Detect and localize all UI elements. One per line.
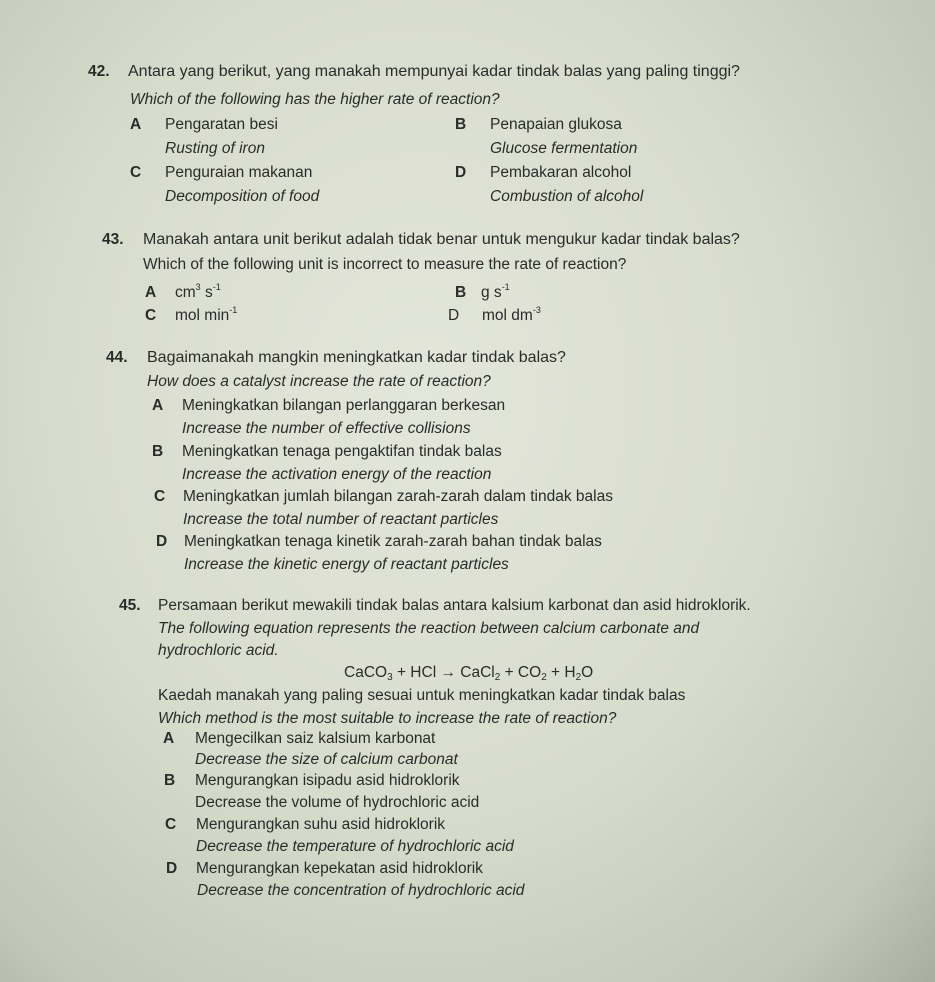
question-number: 43. — [102, 231, 124, 248]
option-letter: A — [145, 284, 157, 301]
option-letter: D — [166, 860, 178, 877]
option-malay: Mengurangkan kepekatan asid hidroklorik — [196, 860, 483, 877]
option-malay: Mengecilkan saiz kalsium karbonat — [195, 730, 436, 747]
option-letter: B — [455, 116, 467, 133]
option-unit: g $s^{-1}$ — [481, 282, 510, 301]
option-letter: D — [448, 307, 460, 324]
option-english: Decrease the size of calcium carbonat — [195, 751, 458, 768]
question-malay: Manakah antara unit berikut adalah tidak benar untuk mengukur kadar tindak balas? — [143, 231, 740, 248]
question-malay: Persamaan berikut mewakili tindak balas antara kalsium karbonat dan asid hidroklorik. — [158, 597, 751, 614]
option-english: Increase the total number of reactant particles — [183, 511, 499, 528]
question-english-3: Which method is the most suitable to increase the rate of reaction? — [158, 710, 617, 727]
option-malay: Penapaian glukosa — [490, 116, 622, 133]
option-letter: D — [156, 533, 168, 550]
option-malay: Mengurangkan isipadu asid hidroklorik — [195, 772, 460, 789]
question-english: How does a catalyst increase the rate of reaction? — [147, 373, 491, 390]
option-letter: A — [130, 116, 142, 133]
question-malay: Bagaimanakah mangkin meningkatkan kadar tindak balas? — [147, 349, 566, 366]
question-malay: Antara yang berikut, yang manakah mempunyai kadar tindak balas yang paling tinggi? — [128, 63, 740, 80]
option-letter: D — [455, 164, 467, 181]
option-english: Glucose fermentation — [490, 140, 638, 157]
option-letter: A — [152, 397, 164, 414]
option-letter: C — [145, 307, 157, 324]
option-unit: mol $\min^{-1}$ — [175, 305, 238, 324]
option-malay: Meningkatkan bilangan perlanggaran berkesan — [182, 397, 506, 414]
option-letter: B — [152, 443, 164, 460]
option-english: Increase the activation energy of the reaction — [182, 466, 492, 483]
option-malay: Pembakaran alcohol — [490, 164, 632, 181]
option-english: Combustion of alcohol — [490, 188, 644, 205]
option-english: Decrease the temperature of hydrochloric acid — [196, 838, 514, 855]
option-english: Decrease the concentration of hydrochloric acid — [197, 882, 525, 899]
question-number: 42. — [88, 63, 110, 80]
question-english: hydrochloric acid. — [158, 642, 279, 659]
option-unit: mol $dm^{-3}$ — [482, 305, 541, 324]
option-english: Rusting of iron — [165, 140, 265, 157]
option-english: Increase the kinetic energy of reactant particles — [184, 556, 509, 573]
option-english: Decomposition of food — [165, 188, 320, 205]
option-malay: Meningkatkan jumlah bilangan zarah-zarah dalam tindak balas — [183, 488, 613, 505]
option-malay: Meningkatkan tenaga pengaktifan tindak balas — [182, 443, 502, 460]
option-letter: B — [455, 284, 467, 301]
question-number: 44. — [106, 349, 128, 366]
option-malay: Mengurangkan suhu asid hidroklorik — [196, 816, 446, 833]
option-malay: Meningkatkan tenaga kinetik zarah-zarah bahan tindak balas — [184, 533, 602, 550]
question-number: 45. — [119, 597, 141, 614]
option-unit: $cm^3$ $s^{-1}$ — [175, 282, 221, 301]
question-english: Which of the following unit is incorrect to measure the rate of reaction? — [143, 256, 627, 273]
option-letter: A — [163, 730, 175, 747]
chemical-equation: CaCO$_3$ + HCl → CaCl$_2$ + $CO_2 + H_2O$ — [344, 664, 594, 683]
option-english: Increase the number of effective collisions — [182, 420, 471, 437]
option-malay: Penguraian makanan — [165, 164, 313, 181]
question-malay-2: Kaedah manakah yang paling sesuai untuk meningkatkan kadar tindak balas — [158, 687, 686, 704]
option-english: Decrease the volume of hydrochloric acid — [195, 794, 480, 811]
question-english: Which of the following has the higher rate of reaction? — [130, 91, 500, 108]
option-letter: C — [165, 816, 177, 833]
question-english: The following equation represents the reaction between calcium carbonate and — [158, 620, 700, 637]
option-letter: C — [130, 164, 142, 181]
option-letter: C — [154, 488, 166, 505]
option-letter: B — [164, 772, 176, 789]
option-malay: Pengaratan besi — [165, 116, 278, 133]
